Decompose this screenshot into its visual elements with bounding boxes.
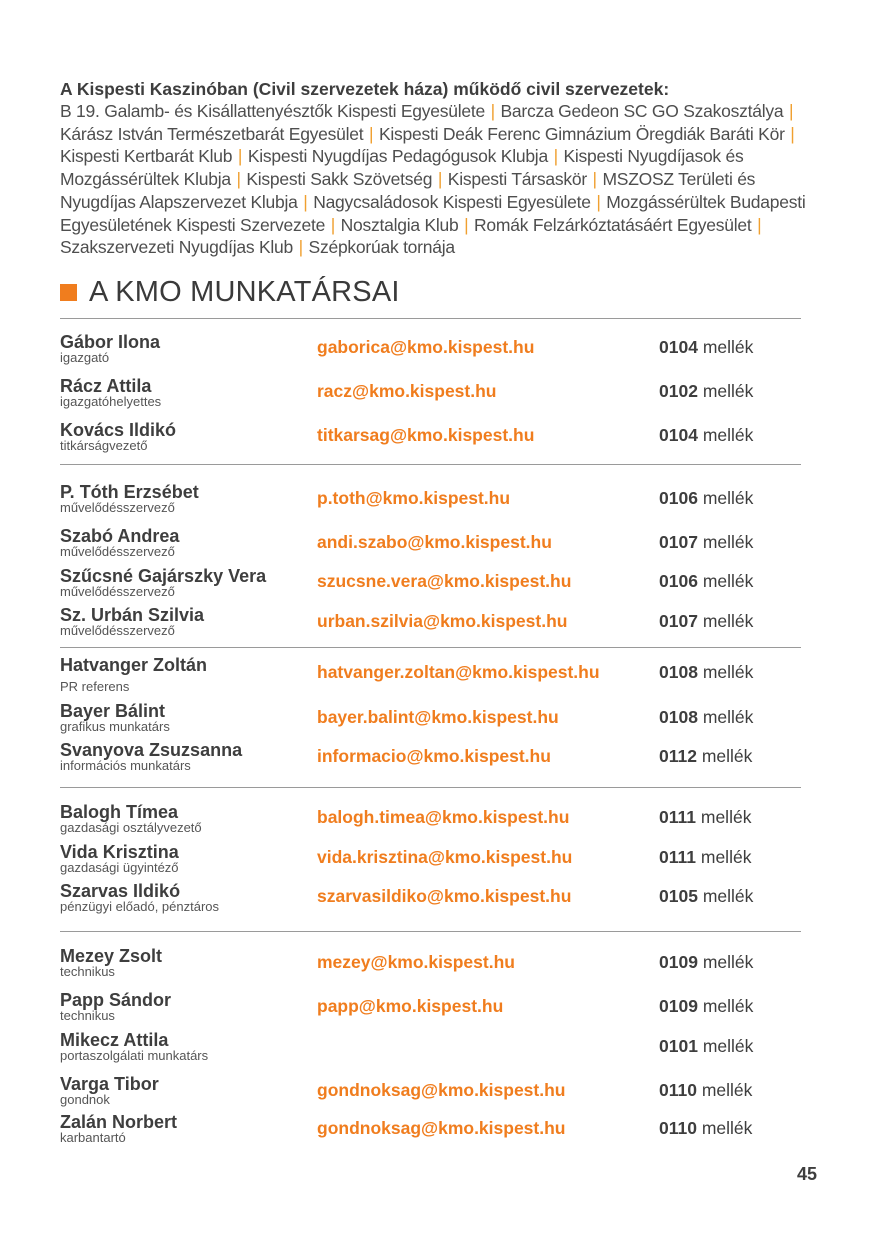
staff-extension bbox=[659, 571, 753, 592]
staff-extension bbox=[659, 746, 752, 767]
extension-label: mellék bbox=[702, 952, 754, 972]
staff-name: Mikecz Attila bbox=[60, 1030, 169, 1050]
staff-role: PR referens bbox=[60, 679, 130, 694]
extension-number: 0111 bbox=[659, 807, 696, 827]
staff-name: Szabó Andrea bbox=[60, 526, 180, 546]
staff-role: portaszolgálati munkatárs bbox=[60, 1048, 209, 1063]
staff-role: technikus bbox=[60, 1008, 115, 1023]
extension-label: mellék bbox=[702, 886, 754, 906]
staff-extension bbox=[659, 611, 753, 632]
separator: | bbox=[757, 214, 762, 235]
staff-role: igazgatóhelyettes bbox=[60, 394, 162, 409]
organization-list bbox=[60, 100, 820, 259]
staff-name: Papp Sándor bbox=[60, 990, 172, 1010]
separator: | bbox=[596, 191, 601, 212]
separator: | bbox=[490, 101, 495, 121]
page-number: 45 bbox=[797, 1164, 818, 1184]
staff-row bbox=[60, 802, 820, 842]
staff-name: Hatvanger Zoltán bbox=[60, 655, 208, 675]
extension-label: mellék bbox=[702, 611, 754, 631]
extension-number: 0104 bbox=[659, 337, 698, 357]
staff-extension bbox=[659, 707, 753, 728]
staff-role: gondnok bbox=[60, 1092, 110, 1107]
staff-role: titkárságvezető bbox=[60, 438, 148, 453]
staff-row bbox=[60, 1112, 820, 1152]
extension-number: 0107 bbox=[659, 532, 698, 552]
extension-number: 0101 bbox=[659, 1036, 698, 1056]
section-heading bbox=[60, 276, 400, 309]
staff-email-link[interactable]: papp@kmo.kispest.hu bbox=[317, 996, 504, 1016]
extension-label: mellék bbox=[702, 571, 754, 591]
extension-label: mellék bbox=[702, 532, 754, 552]
staff-row bbox=[60, 1074, 820, 1114]
staff-role: technikus bbox=[60, 964, 115, 979]
staff-row bbox=[60, 740, 820, 780]
extension-number: 0106 bbox=[659, 571, 698, 591]
extension-label: mellék bbox=[701, 1118, 753, 1138]
staff-row bbox=[60, 842, 820, 882]
staff-email-link[interactable]: informacio@kmo.kispest.hu bbox=[317, 746, 551, 766]
staff-extension bbox=[659, 996, 753, 1017]
intro-title: A Kispesti Kaszinóban (Civil szervezetek háza) működő civil szervezetek: bbox=[60, 79, 670, 99]
organization-item: Kispesti Sakk Szövetség bbox=[246, 169, 433, 190]
extension-label: mellék bbox=[702, 1036, 754, 1056]
separator: | bbox=[330, 214, 336, 235]
staff-name: Sz. Urbán Szilvia bbox=[60, 605, 205, 625]
staff-extension bbox=[659, 662, 753, 683]
staff-name: Bayer Bálint bbox=[60, 701, 166, 721]
staff-name: Varga Tibor bbox=[60, 1074, 159, 1094]
separator: | bbox=[303, 191, 308, 212]
extension-label: mellék bbox=[701, 1080, 753, 1100]
staff-email-link[interactable]: mezey@kmo.kispest.hu bbox=[317, 952, 515, 972]
staff-row bbox=[60, 655, 820, 695]
staff-role: információs munkatárs bbox=[60, 758, 191, 773]
extension-number: 0107 bbox=[659, 611, 698, 631]
staff-extension bbox=[659, 886, 753, 907]
staff-email-link[interactable]: gaborica@kmo.kispest.hu bbox=[317, 337, 535, 357]
extension-label: mellék bbox=[701, 746, 753, 766]
staff-email-link[interactable]: gondnoksag@kmo.kispest.hu bbox=[317, 1080, 566, 1100]
organization-item: Szakszervezeti Nyugdíjas Klub bbox=[60, 237, 293, 258]
staff-row bbox=[60, 566, 820, 606]
organization-item: Mozgássérültek Budapesti Egyesületének Kispesti Szervezete bbox=[60, 191, 806, 235]
organization-item: Kispesti Nyugdíjasok és Mozgássérültek Klubja bbox=[60, 146, 744, 190]
staff-email-link[interactable]: racz@kmo.kispest.hu bbox=[317, 381, 497, 401]
extension-number: 0109 bbox=[659, 996, 698, 1016]
staff-email-link[interactable]: szarvasildiko@kmo.kispest.hu bbox=[317, 886, 572, 906]
separator: | bbox=[592, 169, 597, 190]
organization-item: Barcza Gedeon SC GO Szakosztálya bbox=[500, 101, 784, 121]
organization-item: Nosztalgia Klub bbox=[340, 214, 459, 235]
staff-email-link[interactable]: andi.szabo@kmo.kispest.hu bbox=[317, 532, 552, 552]
staff-email-link[interactable]: balogh.timea@kmo.kispest.hu bbox=[317, 807, 570, 827]
organization-item: Nagycsaládosok Kispesti Egyesülete bbox=[313, 191, 591, 212]
separator: | bbox=[437, 169, 443, 190]
staff-name: Vida Krisztina bbox=[60, 842, 179, 862]
separator: | bbox=[790, 123, 795, 144]
staff-email-link[interactable]: titkarsag@kmo.kispest.hu bbox=[317, 425, 535, 445]
staff-extension bbox=[659, 952, 753, 973]
extension-number: 0110 bbox=[659, 1118, 697, 1138]
staff-row bbox=[60, 376, 820, 416]
staff-name: Rácz Attila bbox=[60, 376, 152, 396]
staff-extension bbox=[659, 1118, 752, 1139]
extension-label: mellék bbox=[702, 488, 754, 508]
separator: | bbox=[369, 123, 374, 144]
staff-email-link[interactable]: hatvanger.zoltan@kmo.kispest.hu bbox=[317, 662, 600, 682]
staff-extension bbox=[659, 807, 751, 828]
staff-row bbox=[60, 482, 820, 522]
staff-email-link[interactable]: vida.krisztina@kmo.kispest.hu bbox=[317, 847, 573, 867]
extension-label: mellék bbox=[700, 847, 752, 867]
staff-email-link[interactable]: bayer.balint@kmo.kispest.hu bbox=[317, 707, 559, 727]
separator: | bbox=[788, 101, 794, 121]
separator: | bbox=[236, 169, 241, 190]
organization-item: Szépkorúak tornája bbox=[308, 237, 455, 258]
extension-label: mellék bbox=[702, 425, 754, 445]
staff-role: gazdasági ügyintéző bbox=[60, 860, 179, 875]
divider bbox=[60, 787, 801, 788]
staff-email-link[interactable]: urban.szilvia@kmo.kispest.hu bbox=[317, 611, 568, 631]
organization-item: MSZOSZ Területi és Nyugdíjas Alapszervezet Klubja bbox=[60, 169, 756, 212]
extension-label: mellék bbox=[702, 381, 754, 401]
extension-number: 0112 bbox=[659, 746, 697, 766]
extension-number: 0106 bbox=[659, 488, 698, 508]
staff-role: művelődésszervező bbox=[60, 584, 175, 599]
staff-extension bbox=[659, 337, 753, 358]
extension-number: 0108 bbox=[659, 662, 698, 682]
staff-row bbox=[60, 526, 820, 566]
organization-item: Romák Felzárkóztatásáért Egyesület bbox=[474, 214, 752, 235]
staff-row bbox=[60, 420, 820, 460]
extension-label: mellék bbox=[702, 707, 754, 727]
orange-square-icon bbox=[60, 284, 77, 301]
staff-extension bbox=[659, 532, 753, 553]
staff-role: karbantartó bbox=[60, 1130, 126, 1145]
organization-item: B 19. Galamb- és Kisállattenyésztők Kispesti Egyesülete bbox=[60, 101, 485, 121]
staff-role: grafikus munkatárs bbox=[60, 719, 170, 734]
staff-email-link[interactable]: szucsne.vera@kmo.kispest.hu bbox=[317, 571, 572, 591]
divider bbox=[60, 647, 801, 648]
extension-label: mellék bbox=[702, 996, 754, 1016]
extension-label: mellék bbox=[702, 662, 754, 682]
staff-row bbox=[60, 701, 820, 741]
staff-name: Svanyova Zsuzsanna bbox=[60, 740, 243, 760]
staff-name: Szűcsné Gajárszky Vera bbox=[60, 566, 267, 586]
divider bbox=[60, 464, 801, 465]
extension-number: 0104 bbox=[659, 425, 698, 445]
staff-extension bbox=[659, 381, 753, 402]
staff-name: Gábor Ilona bbox=[60, 332, 161, 352]
section-title: A KMO MUNKATÁRSAI bbox=[89, 276, 400, 308]
staff-extension bbox=[659, 1036, 753, 1057]
staff-role: gazdasági osztályvezető bbox=[60, 820, 202, 835]
divider bbox=[60, 318, 801, 319]
organization-item: Kispesti Deák Ferenc Gimnázium Öregdiák Baráti Kör bbox=[378, 123, 785, 144]
extension-number: 0111 bbox=[659, 847, 696, 867]
extension-number: 0102 bbox=[659, 381, 698, 401]
staff-name: Szarvas Ildikó bbox=[60, 881, 181, 901]
staff-extension bbox=[659, 847, 751, 868]
staff-row bbox=[60, 881, 820, 921]
staff-row bbox=[60, 990, 820, 1030]
intro-block bbox=[60, 78, 820, 259]
staff-name: Balogh Tímea bbox=[60, 802, 179, 822]
staff-email-link[interactable]: p.toth@kmo.kispest.hu bbox=[317, 488, 511, 508]
separator: | bbox=[237, 146, 243, 167]
staff-role: művelődésszervező bbox=[60, 623, 175, 638]
organization-item: Kispesti Nyugdíjas Pedagógusok Klubja bbox=[247, 146, 548, 167]
staff-role: művelődésszervező bbox=[60, 500, 175, 515]
extension-number: 0108 bbox=[659, 707, 698, 727]
staff-name: Zalán Norbert bbox=[60, 1112, 178, 1132]
staff-role: művelődésszervező bbox=[60, 544, 175, 559]
staff-extension bbox=[659, 425, 753, 446]
staff-extension bbox=[659, 488, 753, 509]
staff-name: Kovács Ildikó bbox=[60, 420, 177, 440]
extension-number: 0110 bbox=[659, 1080, 697, 1100]
staff-role: igazgató bbox=[60, 350, 110, 365]
staff-row bbox=[60, 946, 820, 986]
staff-row bbox=[60, 605, 820, 645]
extension-number: 0109 bbox=[659, 952, 698, 972]
staff-extension bbox=[659, 1080, 752, 1101]
staff-row bbox=[60, 332, 820, 372]
separator: | bbox=[464, 214, 469, 235]
staff-role: pénzügyi előadó, pénztáros bbox=[60, 899, 220, 914]
staff-email-link[interactable]: gondnoksag@kmo.kispest.hu bbox=[317, 1118, 566, 1138]
staff-name: Mezey Zsolt bbox=[60, 946, 163, 966]
extension-label: mellék bbox=[700, 807, 752, 827]
divider bbox=[60, 931, 801, 932]
staff-row bbox=[60, 1030, 820, 1070]
separator: | bbox=[298, 237, 303, 258]
extension-label: mellék bbox=[702, 337, 754, 357]
separator: | bbox=[553, 146, 558, 167]
organization-item: Kispesti Társaskör bbox=[447, 169, 587, 190]
organization-item: Kispesti Kertbarát Klub bbox=[60, 146, 233, 167]
organization-item: Kárász István Természetbarát Egyesület bbox=[60, 123, 364, 144]
staff-name: P. Tóth Erzsébet bbox=[60, 482, 199, 502]
extension-number: 0105 bbox=[659, 886, 698, 906]
